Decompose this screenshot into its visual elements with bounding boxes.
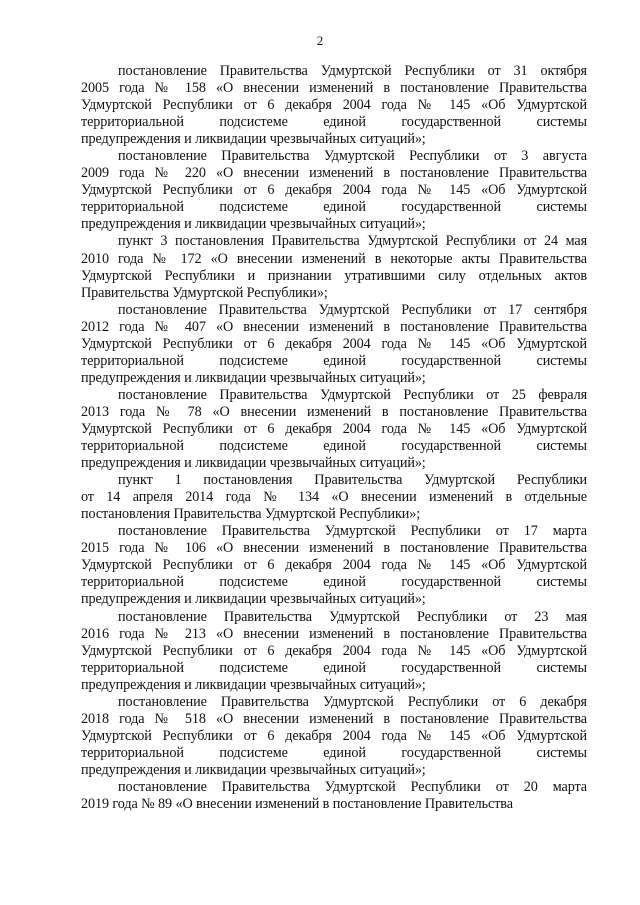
text-line: Удмуртской Республики от 6 декабря 2004 года № 145 «Об Удмуртской <box>81 420 587 437</box>
page-number: 2 <box>316 33 324 48</box>
text-line: Правительства Удмуртской Республики»; <box>81 284 328 301</box>
text-line: 2009 года № 220 «О внесении изменений в постановление Правительства <box>81 165 587 182</box>
text-line: территориальной подсистеме единой государственной системы <box>81 438 587 455</box>
text-line: 2018 года № 518 «О внесении изменений в постановление Правительства <box>81 710 587 727</box>
text-line: предупреждения и ликвидации чрезвычайных ситуаций»; <box>81 369 426 386</box>
text-line: постановление Правительства Удмуртской Республики от 23 мая <box>118 608 587 625</box>
text-line: пункт 1 постановления Правительства Удмуртской Республики <box>118 472 587 489</box>
text-line: предупреждения и ликвидации чрезвычайных ситуаций»; <box>81 455 426 472</box>
text-line: предупреждения и ликвидации чрезвычайных ситуаций»; <box>81 761 426 778</box>
text-line: территориальной подсистеме единой государственной системы <box>81 352 587 369</box>
text-line: пункт 3 постановления Правительства Удмуртской Республики от 24 мая <box>118 233 587 250</box>
text-line: территориальной подсистеме единой государственной системы <box>81 199 587 216</box>
text-line: Удмуртской Республики и признании утратившими силу отдельных актов <box>81 267 587 284</box>
text-line: предупреждения и ликвидации чрезвычайных ситуаций»; <box>81 676 426 693</box>
text-line: Удмуртской Республики от 6 декабря 2004 года № 145 «Об Удмуртской <box>81 97 587 114</box>
list-paragraph <box>81 302 587 387</box>
text-line: Удмуртской Республики от 6 декабря 2004 года № 145 «Об Удмуртской <box>81 335 587 352</box>
text-line: постановление Правительства Удмуртской Республики от 6 декабря <box>118 693 587 710</box>
text-line: территориальной подсистеме единой государственной системы <box>81 114 587 131</box>
list-paragraph <box>81 694 587 779</box>
text-line: Удмуртской Республики от 6 декабря 2004 года № 145 «Об Удмуртской <box>81 642 587 659</box>
text-line: постановление Правительства Удмуртской Республики от 20 марта <box>118 778 587 795</box>
text-line: территориальной подсистеме единой государственной системы <box>81 744 587 761</box>
list-paragraph <box>81 523 587 608</box>
document-body <box>81 63 587 813</box>
text-line: Удмуртской Республики от 6 декабря 2004 года № 145 «Об Удмуртской <box>81 182 587 199</box>
text-line: постановление Правительства Удмуртской Республики от 17 марта <box>118 523 587 540</box>
list-paragraph <box>81 387 587 472</box>
list-paragraph <box>81 63 587 148</box>
text-line: 2015 года № 106 «О внесении изменений в постановление Правительства <box>81 540 587 557</box>
list-paragraph <box>81 148 587 233</box>
text-line: постановление Правительства Удмуртской Республики от 25 февраля <box>118 386 587 403</box>
text-line: Удмуртской Республики от 6 декабря 2004 года № 145 «Об Удмуртской <box>81 727 587 744</box>
text-line: Удмуртской Республики от 6 декабря 2004 года № 145 «Об Удмуртской <box>81 557 587 574</box>
text-line: 2005 года № 158 «О внесении изменений в постановление Правительства <box>81 80 587 97</box>
text-line: территориальной подсистеме единой государственной системы <box>81 574 587 591</box>
text-line: постановление Правительства Удмуртской Республики от 31 октября <box>118 63 587 79</box>
text-line: предупреждения и ликвидации чрезвычайных ситуаций»; <box>81 131 426 148</box>
text-line: постановление Правительства Удмуртской Республики от 17 сентября <box>118 301 587 318</box>
text-line: постановление Правительства Удмуртской Республики от 3 августа <box>118 148 587 165</box>
text-line: 2010 года № 172 «О внесении изменений в некоторые акты Правительства <box>81 250 587 267</box>
list-paragraph <box>81 472 587 523</box>
text-line: от 14 апреля 2014 года № 134 «О внесении изменений в отдельные <box>81 489 587 506</box>
text-line: предупреждения и ликвидации чрезвычайных ситуаций»; <box>81 591 426 608</box>
list-paragraph <box>81 233 587 301</box>
text-line: 2013 года № 78 «О внесении изменений в постановление Правительства <box>81 403 587 420</box>
text-line: предупреждения и ликвидации чрезвычайных ситуаций»; <box>81 216 426 233</box>
text-line: 2012 года № 407 «О внесении изменений в постановление Правительства <box>81 318 587 335</box>
list-paragraph <box>81 609 587 694</box>
text-line: 2016 года № 213 «О внесении изменений в постановление Правительства <box>81 625 587 642</box>
text-line: территориальной подсистеме единой государственной системы <box>81 659 587 676</box>
text-line: постановления Правительства Удмуртской Республики»; <box>81 506 421 523</box>
text-line: 2019 года № 89 «О внесении изменений в постановление Правительства <box>81 796 513 813</box>
list-paragraph <box>81 779 587 813</box>
